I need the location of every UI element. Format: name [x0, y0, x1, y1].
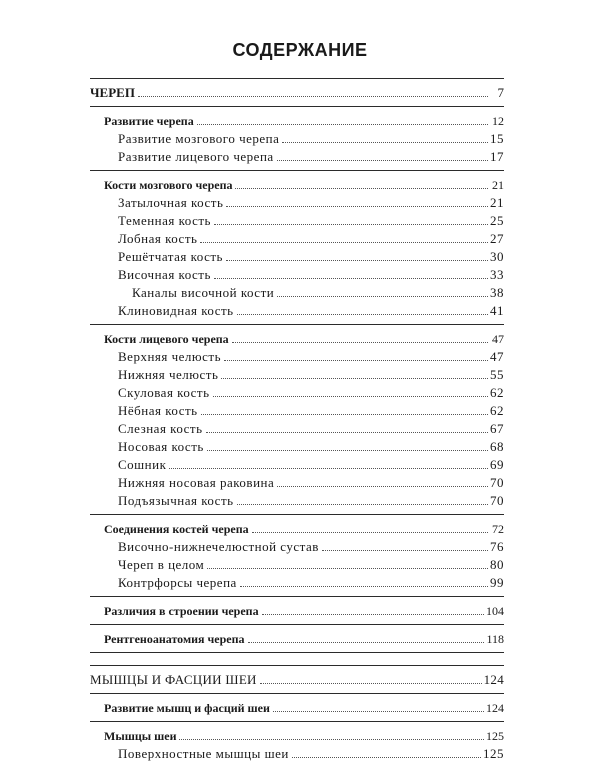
dot-leader	[226, 249, 488, 261]
toc-entry-page: 38	[490, 285, 504, 300]
dot-leader	[277, 285, 488, 297]
toc-entry-razlichiya[interactable]	[90, 602, 504, 620]
section-divider	[90, 624, 504, 625]
toc-entry-page: 47	[490, 349, 504, 364]
toc-entry-page: 21	[490, 195, 504, 210]
toc-entry-page: 72	[492, 522, 504, 536]
toc-entry-page: 12	[492, 114, 504, 128]
toc-entry[interactable]	[90, 745, 504, 763]
toc-entry-label: Скуловая кость	[118, 385, 210, 400]
toc-entry[interactable]	[90, 302, 504, 320]
toc-entry-label: Различия в строении черепа	[104, 604, 259, 618]
toc-entry-page: 69	[490, 457, 504, 472]
section-divider	[90, 324, 504, 325]
table-of-contents	[90, 78, 504, 763]
toc-entry-label: Развитие мышц и фасций шеи	[104, 701, 270, 715]
toc-entry-label: Решётчатая кость	[118, 249, 223, 264]
dot-leader	[224, 349, 488, 361]
toc-entry-page: 104	[486, 604, 504, 618]
toc-entry[interactable]	[90, 266, 504, 284]
toc-entry-page: 30	[490, 249, 504, 264]
toc-entry-cherep[interactable]	[90, 84, 504, 102]
page-title: СОДЕРЖАНИЕ	[232, 40, 368, 60]
section-divider	[90, 652, 504, 653]
toc-entry-label: Нёбная кость	[118, 403, 198, 418]
toc-entry-soedineniya-kostey-cherepa[interactable]	[90, 520, 504, 538]
toc-entry[interactable]	[90, 574, 504, 592]
toc-entry-page: 125	[483, 746, 504, 761]
toc-entry-page: 21	[492, 178, 504, 192]
toc-entry-label: Развитие лицевого черепа	[118, 149, 274, 164]
dot-leader	[262, 603, 484, 615]
toc-entry-page: 124	[486, 701, 504, 715]
toc-entry-label: Лобная кость	[118, 231, 198, 246]
toc-entry-page: 55	[490, 367, 504, 382]
toc-entry[interactable]	[90, 420, 504, 438]
toc-entry-label: Сошник	[118, 457, 167, 472]
toc-entry-page: 99	[490, 575, 504, 590]
toc-entry-myshcy-shei[interactable]	[90, 727, 504, 745]
section-divider	[90, 693, 504, 694]
dot-leader	[273, 700, 484, 712]
dot-leader	[221, 367, 488, 379]
section-divider	[90, 721, 504, 722]
toc-entry[interactable]	[90, 402, 504, 420]
toc-entry[interactable]	[90, 492, 504, 510]
toc-entry-page: 62	[490, 385, 504, 400]
dot-leader	[240, 575, 488, 587]
toc-entry-page: 25	[490, 213, 504, 228]
toc-entry-label: Мышцы шеи	[104, 729, 177, 743]
dot-leader	[277, 475, 488, 487]
toc-entry-razvitie-myshc[interactable]	[90, 699, 504, 717]
toc-entry-page: 118	[486, 632, 504, 646]
dot-leader	[260, 672, 482, 684]
toc-entry-page: 68	[490, 439, 504, 454]
dot-leader	[252, 521, 488, 533]
section-divider	[90, 596, 504, 597]
toc-entry-label: Соединения костей черепа	[104, 522, 249, 536]
dot-leader	[214, 213, 488, 225]
dot-leader	[214, 267, 488, 279]
toc-entry-page: 124	[483, 672, 504, 687]
toc-entry-label: Развитие мозгового черепа	[118, 131, 280, 146]
toc-entry[interactable]	[90, 556, 504, 574]
toc-entry[interactable]	[90, 456, 504, 474]
toc-entry-razvitie-cherepa[interactable]	[90, 112, 504, 130]
toc-entry[interactable]	[90, 130, 504, 148]
dot-leader	[248, 631, 485, 643]
toc-entry[interactable]	[90, 474, 504, 492]
toc-entry-label: Рентгеноанатомия черепа	[104, 632, 245, 646]
toc-entry-label: ЧЕРЕП	[90, 85, 135, 100]
toc-entry-kosti-licevogo-cherepa[interactable]	[90, 330, 504, 348]
toc-entry-label: Подъязычная кость	[118, 493, 234, 508]
section-divider	[90, 514, 504, 515]
toc-entry-page: 33	[490, 267, 504, 282]
toc-entry-label: Кости лицевого черепа	[104, 332, 229, 346]
toc-entry[interactable]	[90, 230, 504, 248]
dot-leader	[237, 493, 488, 505]
toc-entry-page: 76	[490, 539, 504, 554]
toc-entry[interactable]	[90, 384, 504, 402]
dot-leader	[200, 231, 488, 243]
toc-entry-page: 70	[490, 475, 504, 490]
toc-entry-page: 80	[490, 557, 504, 572]
toc-entry-label: Височно-нижнечелюстной сустав	[118, 539, 319, 554]
toc-entry-page: 125	[486, 729, 504, 743]
dot-leader	[213, 385, 488, 397]
toc-entry-page: 67	[490, 421, 504, 436]
dot-leader	[292, 746, 481, 758]
toc-entry-page: 15	[490, 131, 504, 146]
dot-leader	[322, 539, 488, 551]
toc-entry-label: МЫШЦЫ И ФАСЦИИ ШЕИ	[90, 672, 257, 687]
dot-leader	[138, 85, 488, 97]
section-divider	[90, 78, 504, 79]
toc-entry-page: 17	[490, 149, 504, 164]
toc-entry-label: Контрфорсы черепа	[118, 575, 237, 590]
section-divider	[90, 170, 504, 171]
dot-leader	[179, 728, 484, 740]
toc-entry-label: Череп в целом	[118, 557, 205, 572]
toc-entry-page: 7	[497, 85, 504, 100]
toc-entry-label: Кости мозгового черепа	[104, 178, 233, 192]
toc-entry-myshcy-i-fascii-shei[interactable]	[90, 671, 504, 689]
dot-leader	[282, 131, 488, 143]
dot-leader	[169, 457, 488, 469]
toc-entry-label: Каналы височной кости	[132, 285, 275, 300]
dot-leader	[232, 331, 488, 343]
toc-entry[interactable]	[90, 248, 504, 266]
toc-entry-label: Нижняя челюсть	[118, 367, 219, 382]
toc-entry-label: Клиновидная кость	[118, 303, 234, 318]
toc-entry-page: 70	[490, 493, 504, 508]
dot-leader	[235, 177, 488, 189]
toc-entry-label: Нижняя носовая раковина	[118, 475, 275, 490]
toc-entry[interactable]	[90, 438, 504, 456]
dot-leader	[226, 195, 488, 207]
toc-entry-page: 27	[490, 231, 504, 246]
dot-leader	[207, 557, 488, 569]
toc-entry[interactable]	[90, 348, 504, 366]
toc-entry-label: Верхняя челюсть	[118, 349, 221, 364]
toc-entry[interactable]	[90, 366, 504, 384]
toc-entry-label: Слезная кость	[118, 421, 203, 436]
toc-entry-label: Височная кость	[118, 267, 211, 282]
toc-entry-kosti-mozgovogo-cherepa[interactable]	[90, 176, 504, 194]
dot-leader	[201, 403, 488, 415]
dot-leader	[207, 439, 488, 451]
toc-entry-page: 47	[492, 332, 504, 346]
toc-entry[interactable]	[90, 212, 504, 230]
dot-leader	[277, 149, 488, 161]
toc-entry-label: Поверхностные мышцы шеи	[118, 746, 289, 761]
section-divider	[90, 665, 504, 666]
section-divider	[90, 106, 504, 107]
dot-leader	[197, 113, 488, 125]
dot-leader	[237, 303, 488, 315]
toc-entry-label: Развитие черепа	[104, 114, 194, 128]
toc-entry-label: Затылочная кость	[118, 195, 224, 210]
dot-leader	[206, 421, 488, 433]
toc-entry-label: Теменная кость	[118, 213, 211, 228]
toc-entry[interactable]	[90, 538, 504, 556]
toc-entry-page: 41	[490, 303, 504, 318]
toc-entry[interactable]	[90, 284, 504, 302]
toc-entry-page: 62	[490, 403, 504, 418]
toc-entry[interactable]	[90, 148, 504, 166]
toc-entry[interactable]	[90, 194, 504, 212]
toc-entry-label: Носовая кость	[118, 439, 204, 454]
toc-entry-rentgenoanatomiya[interactable]	[90, 630, 504, 648]
